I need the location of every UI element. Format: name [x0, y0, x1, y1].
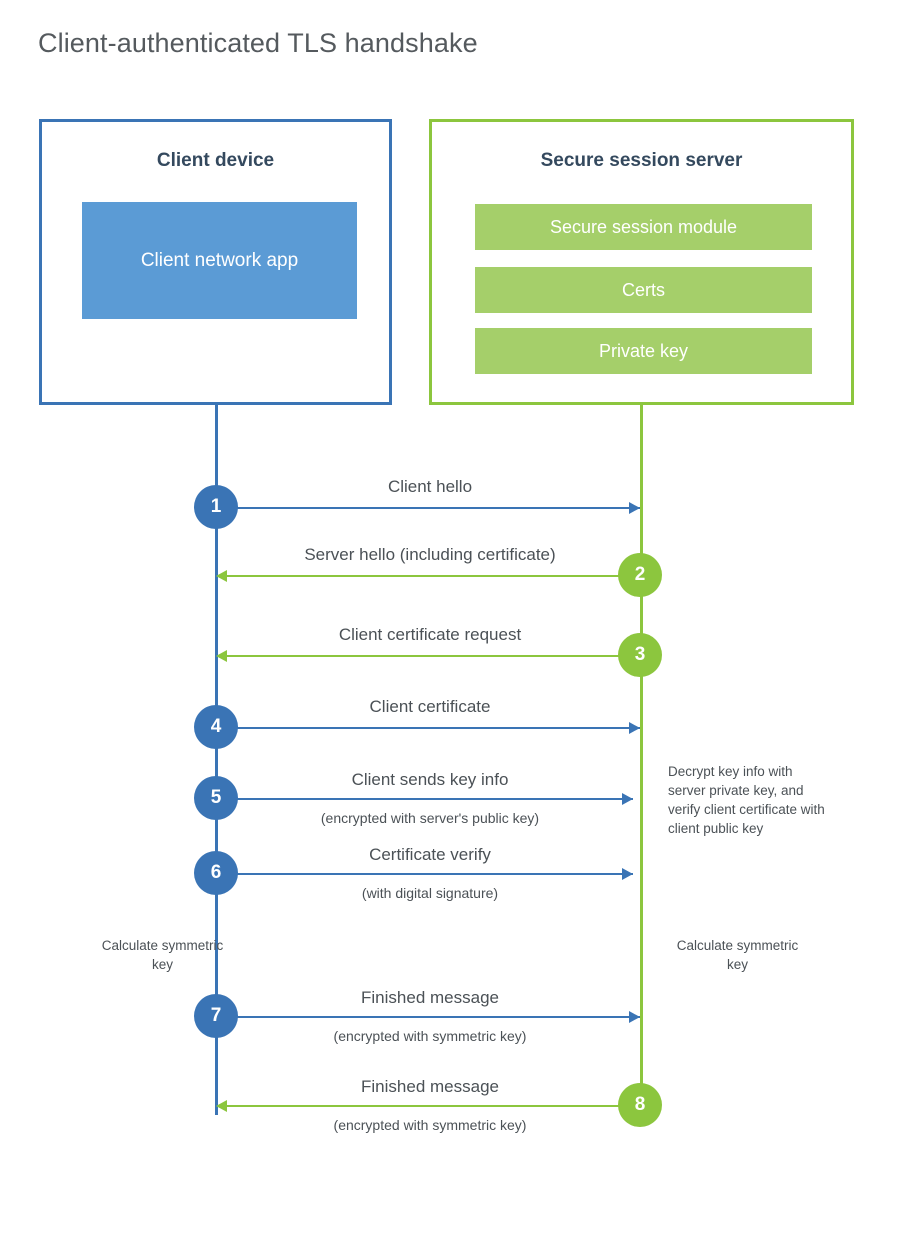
step-badge-2[interactable]: 2: [618, 553, 662, 597]
step-label-8: Finished message: [361, 1077, 499, 1096]
note-decrypt-key-info: Decrypt key info with server private key, and verify client certificate with client public key: [668, 764, 825, 836]
server-module-certs: Certs: [475, 267, 812, 313]
secure-session-server-title: Secure session server: [540, 150, 743, 171]
step-badge-3[interactable]: 3: [618, 633, 662, 677]
step-arrow-line-2: [222, 575, 640, 577]
step-arrow-head-5: [622, 793, 633, 805]
step-sublabel-5: (encrypted with server's public key): [320, 810, 540, 826]
step-label-4: Client certificate: [369, 697, 491, 716]
step-arrow-line-5: [216, 798, 633, 800]
step-label-1: Client hello: [387, 477, 473, 496]
step-sublabel-7: (encrypted with symmetric key): [333, 1028, 527, 1044]
step-badge-8[interactable]: 8: [618, 1083, 662, 1127]
step-label-3: Client certificate request: [338, 625, 522, 644]
server-module-private-key: Private key: [475, 328, 812, 374]
step-arrow-head-2: [216, 570, 227, 582]
step-arrow-line-1: [216, 507, 640, 509]
step-badge-6[interactable]: 6: [194, 851, 238, 895]
note-calculate-symmetric-key-server: Calculate symmetric key: [676, 938, 799, 972]
step-label-5: Client sends key info: [351, 770, 509, 789]
step-sublabel-6: (with digital signature): [361, 885, 499, 901]
step-badge-4[interactable]: 4: [194, 705, 238, 749]
client-network-app-block: Client network app: [82, 202, 357, 319]
step-sublabel-8: (encrypted with symmetric key): [333, 1117, 527, 1133]
step-label-7: Finished message: [361, 988, 499, 1007]
step-badge-1[interactable]: 1: [194, 485, 238, 529]
note-calculate-symmetric-key-client: Calculate symmetric key: [101, 938, 224, 972]
step-label-2: Server hello (including certificate): [304, 545, 556, 564]
client-device-box: [39, 119, 392, 405]
page-title: Client-authenticated TLS handshake: [38, 28, 478, 58]
step-arrow-head-3: [216, 650, 227, 662]
step-arrow-line-3: [222, 655, 640, 657]
server-module-secure-session: Secure session module: [475, 204, 812, 250]
secure-session-server-box: [429, 119, 854, 405]
step-arrow-head-4: [629, 722, 640, 734]
step-arrow-head-7: [629, 1011, 640, 1023]
step-badge-5[interactable]: 5: [194, 776, 238, 820]
step-arrow-head-6: [622, 868, 633, 880]
client-device-title: Client device: [156, 150, 275, 171]
step-arrow-head-8: [216, 1100, 227, 1112]
step-arrow-line-8: [222, 1105, 640, 1107]
step-label-6: Certificate verify: [369, 845, 491, 864]
step-arrow-head-1: [629, 502, 640, 514]
step-badge-7[interactable]: 7: [194, 994, 238, 1038]
step-arrow-line-4: [216, 727, 640, 729]
step-arrow-line-6: [216, 873, 633, 875]
step-arrow-line-7: [216, 1016, 640, 1018]
